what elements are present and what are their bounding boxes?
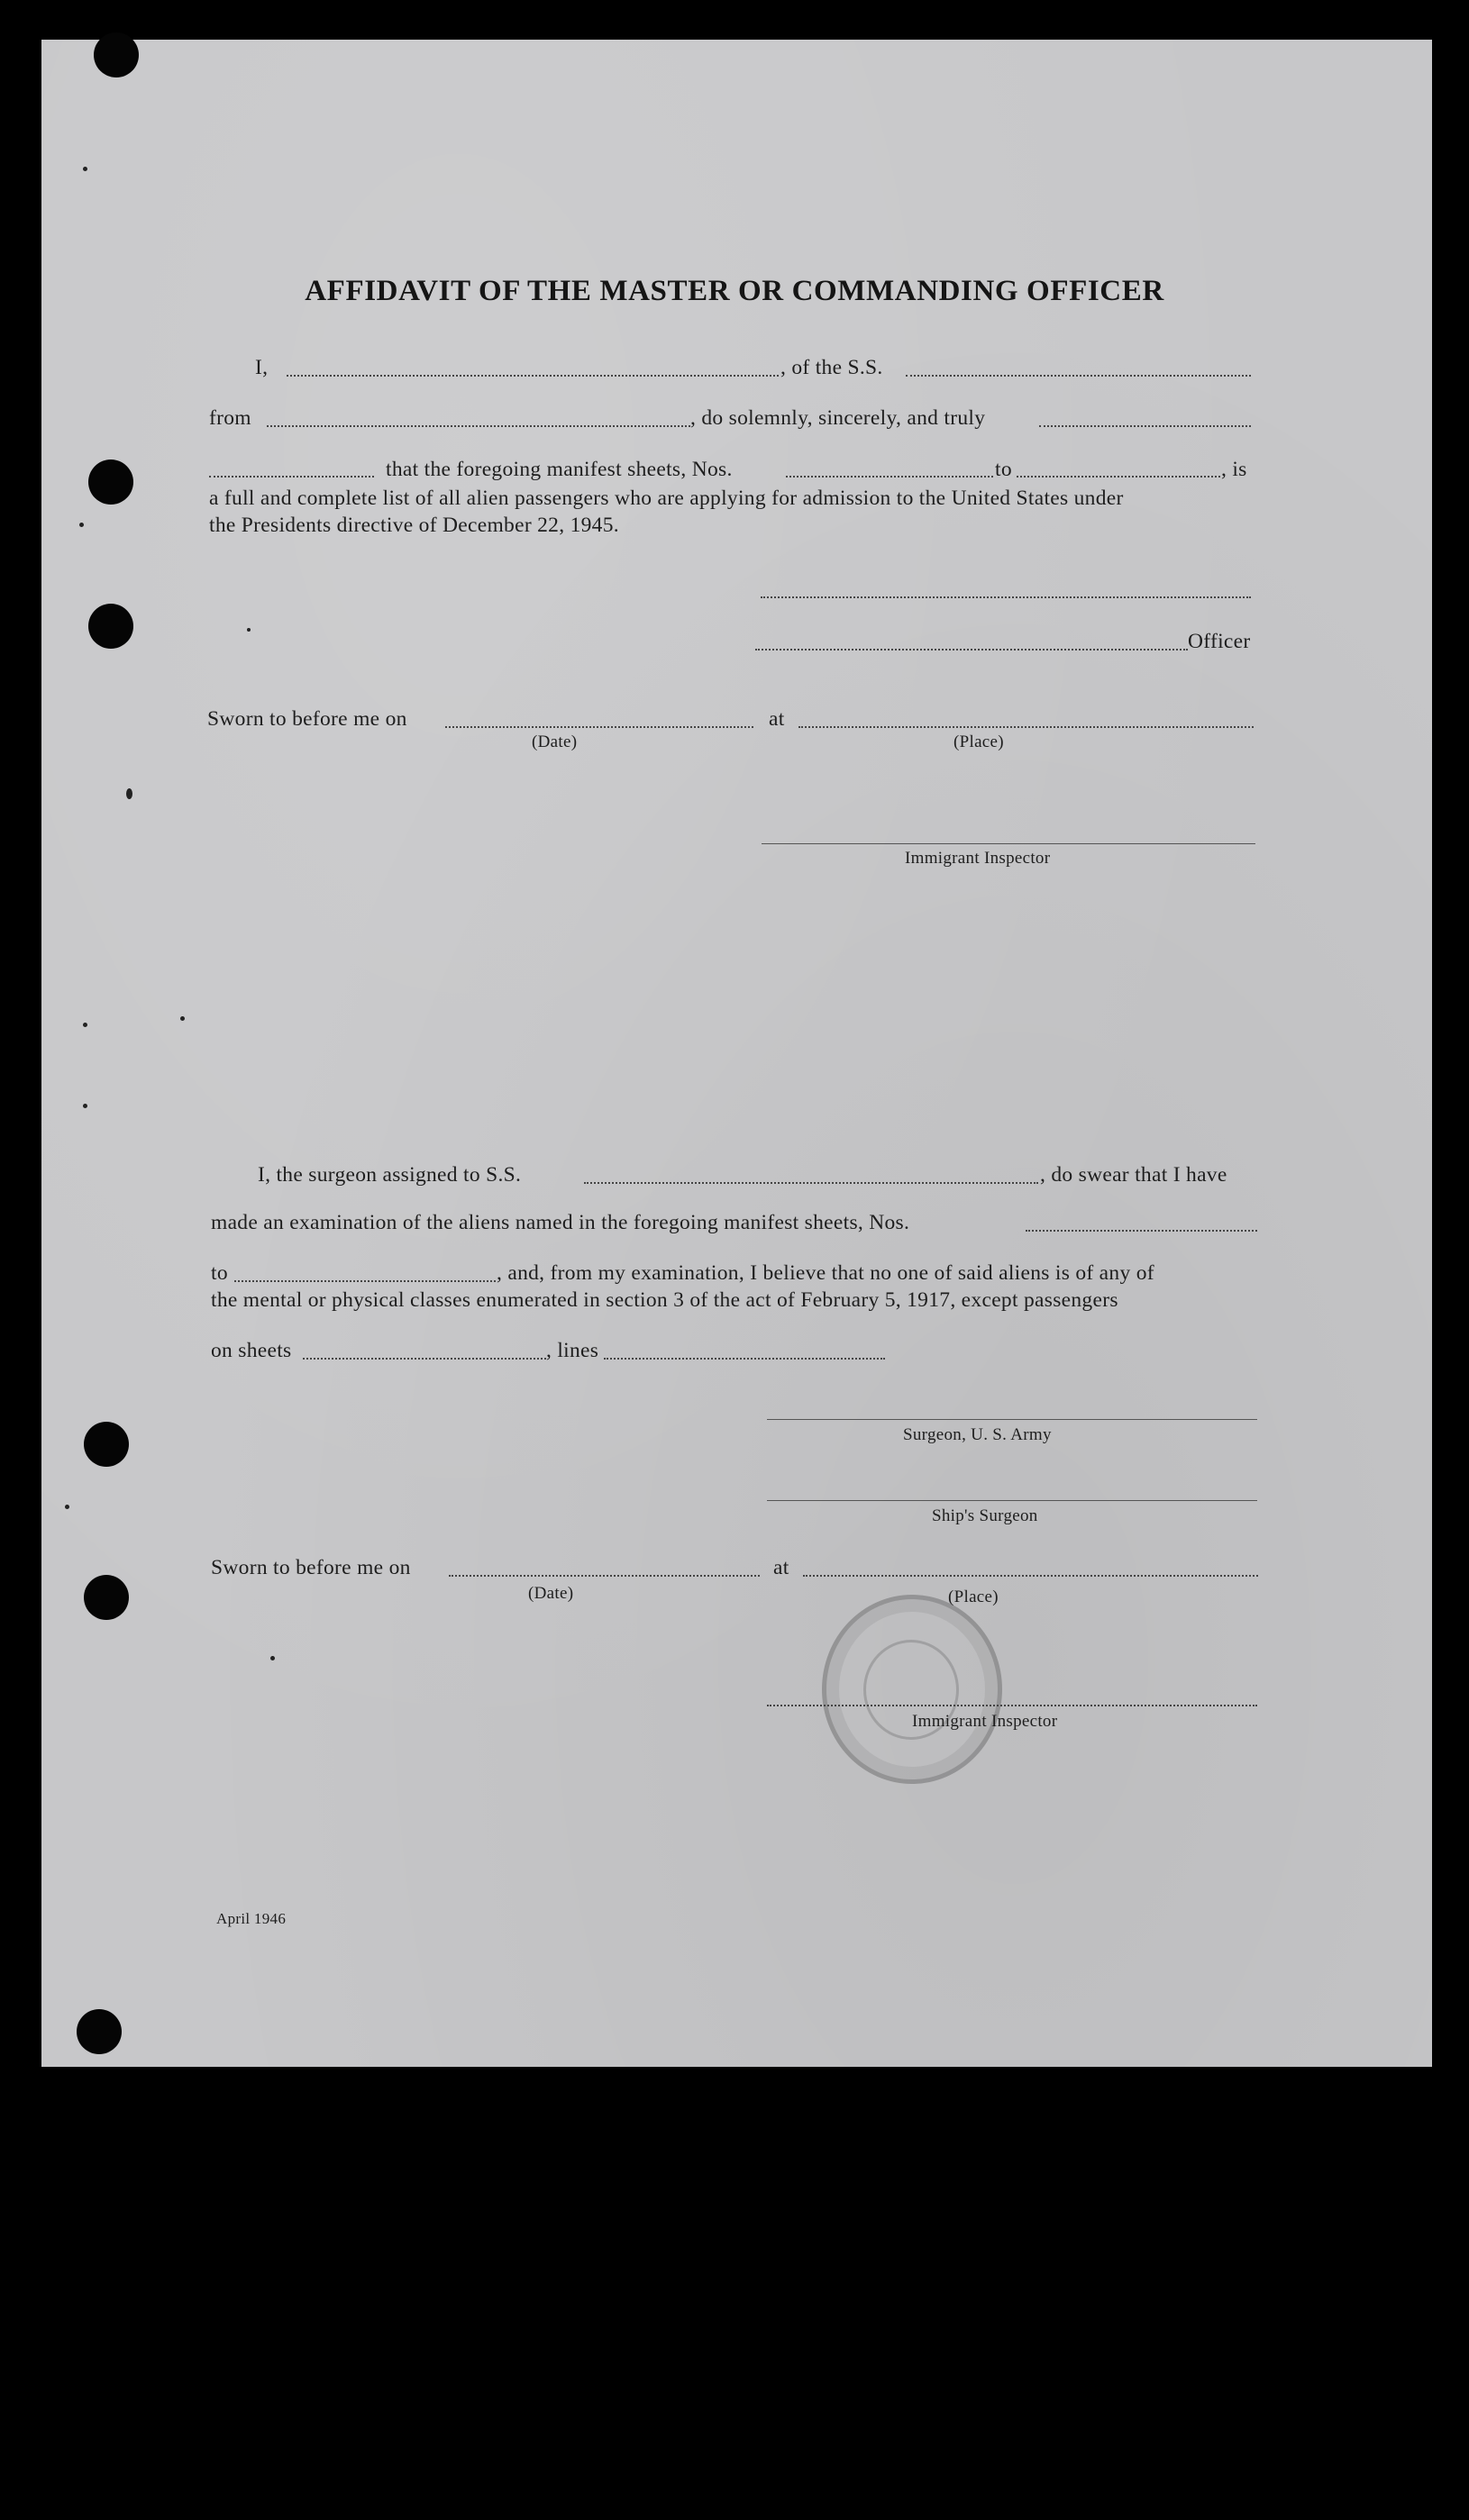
sworn-label-1: Sworn to before me on xyxy=(207,707,407,731)
speck xyxy=(83,1104,87,1108)
sworn-place-field-1[interactable] xyxy=(798,726,1254,728)
sworn-date-field-2[interactable] xyxy=(449,1575,760,1577)
army-surgeon-signature-line[interactable] xyxy=(767,1419,1257,1420)
surgeon-sheets-to-field[interactable] xyxy=(234,1280,496,1282)
speck xyxy=(247,628,251,632)
on-sheets-label: on sheets xyxy=(211,1339,292,1362)
document-page xyxy=(41,40,1432,2067)
punch-hole xyxy=(94,32,139,77)
inspector-signature-line-2[interactable] xyxy=(767,1705,1257,1706)
swear-field[interactable] xyxy=(209,476,374,478)
speck xyxy=(270,1656,275,1660)
surgeon-ship-field[interactable] xyxy=(584,1182,1038,1184)
inspector-signature-line-1[interactable] xyxy=(762,843,1255,844)
sworn-label-2: Sworn to before me on xyxy=(211,1556,411,1579)
inspector-label-2: Immigrant Inspector xyxy=(912,1712,1058,1731)
punch-hole xyxy=(88,459,133,505)
surgeon-line-2: made an examination of the aliens named in the foregoing manifest sheets, Nos. xyxy=(211,1211,910,1234)
truly-field[interactable] xyxy=(1039,425,1251,427)
sworn-date-field-1[interactable] xyxy=(445,726,753,728)
master-signature-line[interactable] xyxy=(761,596,1251,598)
surgeon-to-label: to xyxy=(211,1261,228,1285)
from-label: from xyxy=(209,406,251,430)
punch-hole xyxy=(84,1422,129,1467)
speck xyxy=(65,1505,69,1509)
army-surgeon-label: Surgeon, U. S. Army xyxy=(903,1425,1052,1444)
sheets-from-field[interactable] xyxy=(786,476,993,478)
exception-sheets-field[interactable] xyxy=(303,1358,546,1360)
officer-title-line[interactable] xyxy=(755,649,1188,650)
speck xyxy=(83,167,87,171)
speck xyxy=(83,1023,87,1027)
surgeon-sheets-from-field[interactable] xyxy=(1026,1230,1257,1232)
punch-hole xyxy=(84,1575,129,1620)
sworn-place-caption-1: (Place) xyxy=(953,732,1004,751)
punch-hole xyxy=(88,604,133,649)
from-port-field[interactable] xyxy=(267,425,690,427)
master-statement-line-2: the Presidents directive of December 22, 1945. xyxy=(209,514,619,537)
ships-surgeon-label: Ship's Surgeon xyxy=(932,1506,1038,1525)
sworn-place-caption-2: (Place) xyxy=(948,1588,999,1606)
sworn-at-label-1: at xyxy=(769,707,785,731)
surgeon-line-1-start: I, the surgeon assigned to S.S. xyxy=(258,1163,522,1187)
sworn-place-field-2[interactable] xyxy=(803,1575,1258,1577)
sheets-to-label: to xyxy=(995,458,1012,481)
is-label: , is xyxy=(1221,458,1247,481)
sheets-to-field[interactable] xyxy=(1017,476,1220,478)
affidavit-title: AFFIDAVIT OF THE MASTER OR COMMANDING OFFICER xyxy=(305,275,1164,307)
sworn-at-label-2: at xyxy=(773,1556,789,1579)
sworn-date-caption-1: (Date) xyxy=(532,732,578,751)
exception-lines-field[interactable] xyxy=(604,1358,885,1360)
form-date-footer: April 1946 xyxy=(216,1910,287,1927)
solemnly-label: , do solemnly, sincerely, and truly xyxy=(690,406,986,430)
punch-hole xyxy=(77,2009,122,2054)
speck xyxy=(126,788,132,799)
master-statement-line-1: a full and complete list of all alien passengers who are applying for admission to the United States under xyxy=(209,487,1124,510)
master-name-field[interactable] xyxy=(287,375,779,377)
inspector-label-1: Immigrant Inspector xyxy=(905,849,1051,868)
manifest-sheets-label: that the foregoing manifest sheets, Nos. xyxy=(386,458,733,481)
surgeon-line-4: the mental or physical classes enumerated in section 3 of the act of February 5, 1917, except passengers xyxy=(211,1288,1118,1312)
ship-name-field[interactable] xyxy=(906,375,1251,377)
ships-surgeon-signature-line[interactable] xyxy=(767,1500,1257,1501)
speck xyxy=(79,523,84,527)
surgeon-line-3-rest: , and, from my examination, I believe that no one of said aliens is of any of xyxy=(497,1261,1154,1285)
surgeon-line-1-end: , do swear that I have xyxy=(1040,1163,1227,1187)
speck xyxy=(180,1016,185,1021)
officer-label: Officer xyxy=(1188,630,1251,653)
sworn-date-caption-2: (Date) xyxy=(528,1584,574,1603)
of-ss-label: , of the S.S. xyxy=(780,356,883,379)
master-i-label: I, xyxy=(255,356,269,379)
lines-label: , lines xyxy=(546,1339,599,1362)
